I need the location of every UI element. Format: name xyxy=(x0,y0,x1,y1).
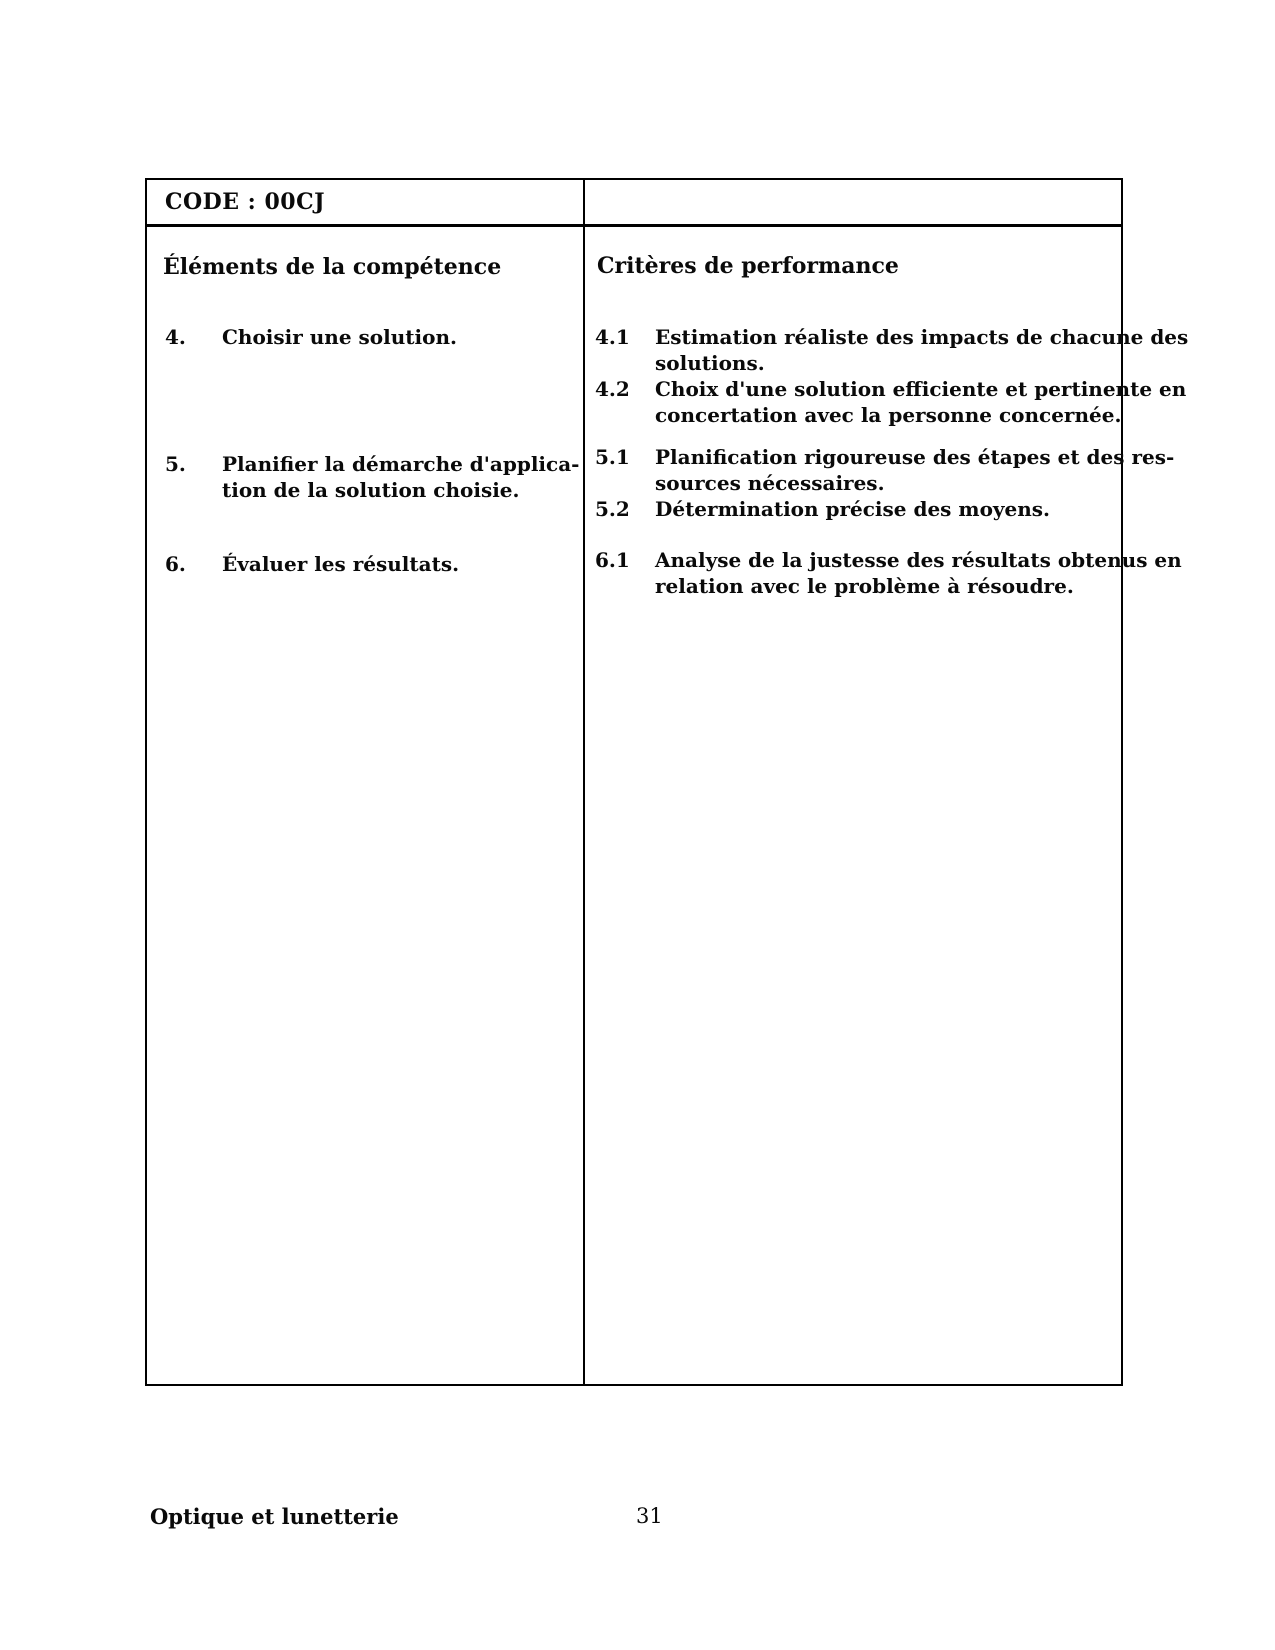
criterion-number: 5.2 xyxy=(595,497,630,521)
criterion-text-line: relation avec le problème à résoudre. xyxy=(655,574,1074,598)
element-item xyxy=(165,324,457,350)
element-number: 4. xyxy=(165,325,186,349)
criterion-text-line: solutions. xyxy=(655,351,765,375)
criterion-number: 5.1 xyxy=(595,445,630,469)
criterion-text xyxy=(655,547,1182,599)
element-text-line: Planifier la démarche d'applica- xyxy=(222,452,580,476)
criterion-item xyxy=(595,547,1182,599)
criterion-text-line: Estimation réaliste des impacts de chacune des xyxy=(655,325,1189,349)
column-divider xyxy=(583,180,585,1384)
criterion-text-line: Analyse de la justesse des résultats obtenus en xyxy=(655,548,1182,572)
criterion-text-line: Planification rigoureuse des étapes et des res- xyxy=(655,445,1175,469)
table-header-row xyxy=(147,180,1121,227)
criterion-text-line: sources nécessaires. xyxy=(655,471,885,495)
criterion-text-line: concertation avec la personne concernée. xyxy=(655,403,1122,427)
element-text-line: tion de la solution choisie. xyxy=(222,478,520,502)
element-item xyxy=(165,551,459,577)
criterion-number: 4.2 xyxy=(595,377,630,401)
footer-page-number: 31 xyxy=(636,1504,663,1528)
criterion-text xyxy=(655,444,1174,496)
criterion-text-line: Choix d'une solution efficiente et pertinente en xyxy=(655,377,1187,401)
element-number: 6. xyxy=(165,552,186,576)
criterion-text xyxy=(655,496,1050,522)
element-text xyxy=(222,324,457,350)
criterion-number: 4.1 xyxy=(595,325,630,349)
element-item xyxy=(165,451,579,503)
element-text xyxy=(222,451,579,503)
criterion-text-line: Détermination précise des moyens. xyxy=(655,497,1051,521)
criterion-item xyxy=(595,496,1050,522)
elements-column-title: Éléments de la compétence xyxy=(163,254,502,280)
element-number: 5. xyxy=(165,452,186,476)
footer-document-title: Optique et lunetterie xyxy=(150,1504,399,1529)
code-label: CODE : 00CJ xyxy=(165,189,325,215)
element-text xyxy=(222,551,459,577)
criterion-item xyxy=(595,324,1188,376)
element-text-line: Évaluer les résultats. xyxy=(222,552,460,576)
criterion-item xyxy=(595,444,1174,496)
criterion-item xyxy=(595,376,1186,428)
criterion-text xyxy=(655,376,1186,428)
element-text-line: Choisir une solution. xyxy=(222,325,457,349)
criterion-number: 6.1 xyxy=(595,548,630,572)
criteria-column-title: Critères de performance xyxy=(597,253,899,279)
competence-table xyxy=(145,178,1189,1386)
criterion-text xyxy=(655,324,1188,376)
